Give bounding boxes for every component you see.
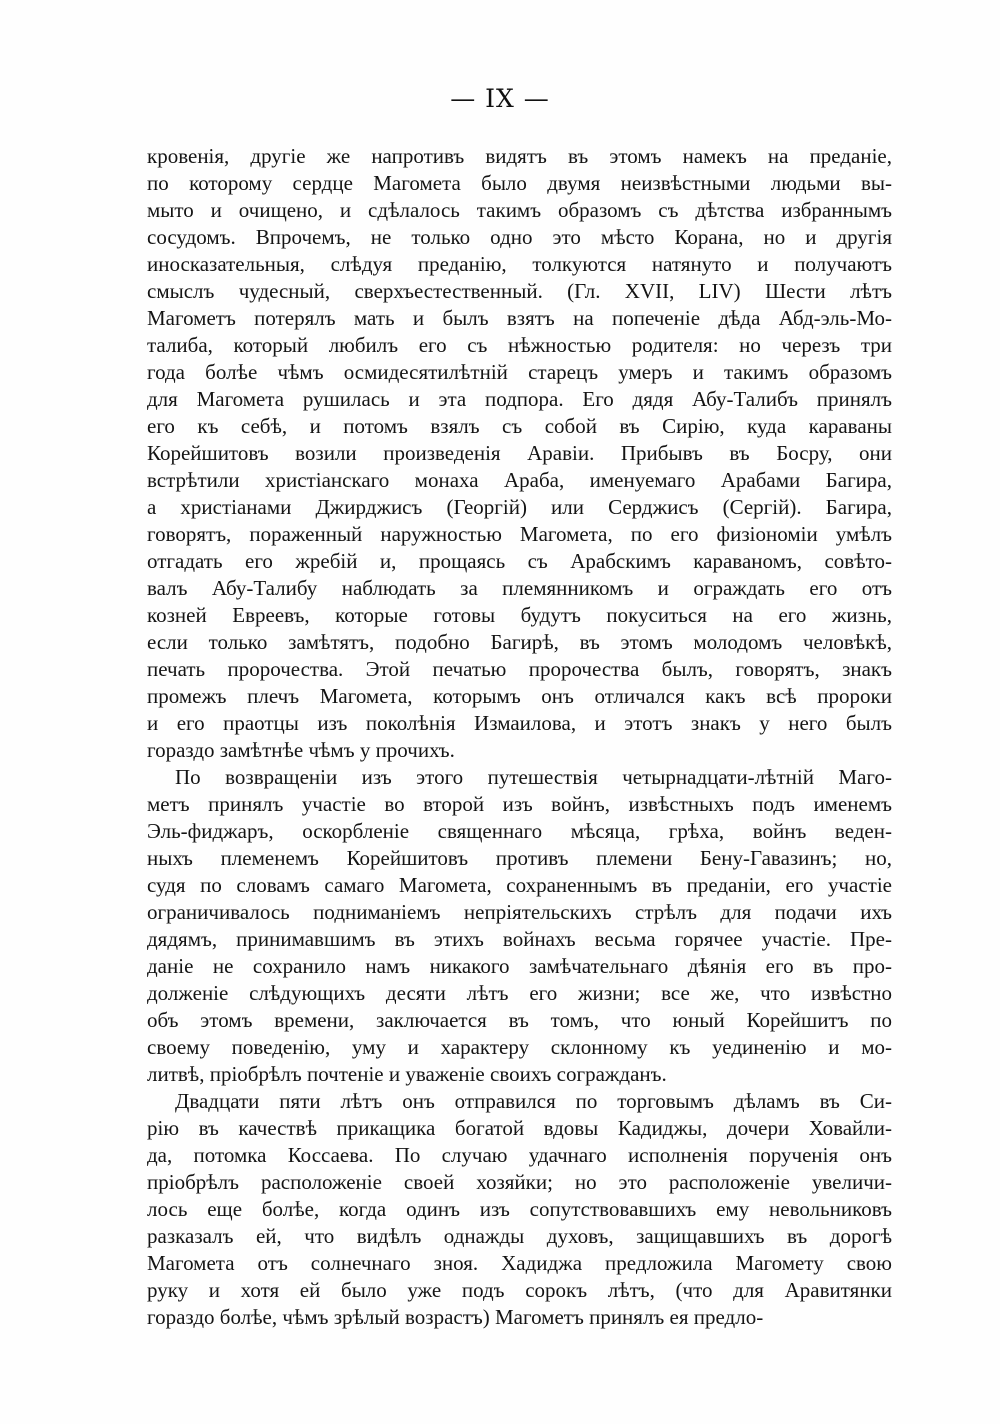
text-line: По возвращеніи изъ этого путешествія четырнадцати-лѣтній Маго- xyxy=(175,765,892,789)
text-line: для Магомета рушилась и эта подпора. Его дядя Абу-Талибъ принялъ xyxy=(147,387,892,411)
text-line: гораздо болѣе, чѣмъ зрѣлый возрастъ) Магометъ принялъ ея предло- xyxy=(147,1305,764,1329)
text-line: дядямъ, принимавшимъ въ этихъ войнахъ весьма горячее участіе. Пре- xyxy=(147,927,892,951)
text-line: талиба, который любилъ его съ нѣжностью родителя: но черезъ три xyxy=(147,333,892,357)
text-line: пріобрѣлъ расположеніе своей хозяйки; но это расположеніе увеличи- xyxy=(147,1170,892,1194)
text-line: своему поведенію, уму и характеру склонному къ уединенію и мо- xyxy=(147,1035,892,1059)
text-line: рію въ качествѣ прикащика богатой вдовы Кадиджы, дочери Ховайли- xyxy=(147,1116,892,1140)
text-line: а христіанами Джирджисъ (Георгій) или Серджисъ (Сергій). Багира, xyxy=(147,495,892,519)
text-line: ныхъ племенемъ Корейшитовъ противъ племени Бену-Гавазинъ; но, xyxy=(147,846,892,870)
text-line: литвѣ, пріобрѣлъ почтеніе и уваженіе своихъ согражданъ. xyxy=(147,1062,667,1086)
text-line: отгадать его жребій и, прощаясь съ Арабскимъ караваномъ, совѣто- xyxy=(147,549,892,573)
text-line: лось еще болѣе, когда одинъ изъ сопутствовавшихъ ему невольниковъ xyxy=(147,1197,892,1221)
text-line: руку и хотя ей было уже подъ сорокъ лѣтъ, (что для Аравитянки xyxy=(147,1278,892,1302)
text-line: печать пророчества. Этой печатью пророчества былъ, говорятъ, знакъ xyxy=(147,657,892,681)
text-line: ограничивалось подниманіемъ непріятельскихъ стрѣлъ для подачи ихъ xyxy=(147,900,892,924)
text-line: даніе не сохранило намъ никакого замѣчательнаго дѣянія его въ про- xyxy=(147,954,892,978)
text-line: кровенія, другіе же напротивъ видятъ въ этомъ намекъ на преданіе, xyxy=(147,144,892,168)
text-line: гораздо замѣтнѣе чѣмъ у прочихъ. xyxy=(147,738,455,762)
text-line: валъ Абу-Талибу наблюдать за племянникомъ и ограждать его отъ xyxy=(147,576,892,600)
text-line: встрѣтили христіанскаго монаха Араба, именуемаго Арабами Багира, xyxy=(147,468,892,492)
text-line: Корейшитовъ возили произведенія Аравіи. Прибывъ въ Босру, они xyxy=(147,441,892,465)
text-line: да, потомка Коссаева. По случаю удачнаго исполненія порученія онъ xyxy=(147,1143,892,1167)
text-line: Магомета отъ солнечнаго зноя. Хадиджа предложила Магомету свою xyxy=(147,1251,892,1275)
paragraph xyxy=(147,764,892,1088)
text-line: козней Евреевъ, которые готовы будутъ покуситься на его жизнь, xyxy=(147,603,892,627)
text-line: судя по словамъ самаго Магомета, сохраненнымъ въ преданіи, его участіе xyxy=(147,873,892,897)
text-line: объ этомъ времени, заключается въ томъ, что юный Корейшитъ по xyxy=(147,1008,892,1032)
text-line: сосудомъ. Впрочемъ, не только одно это мѣсто Корана, но и другія xyxy=(147,225,892,249)
text-line: если только замѣтятъ, подобно Багирѣ, въ этомъ молодомъ человѣкѣ, xyxy=(147,630,892,654)
text-line: Двадцати пяти лѣтъ онъ отправился по торговымъ дѣламъ въ Си- xyxy=(175,1089,892,1113)
paragraph xyxy=(147,1088,892,1331)
paragraph xyxy=(147,143,892,764)
text-line: смыслъ чудесный, сверхъестественный. (Гл. XVII, LIV) Шести лѣтъ xyxy=(147,279,892,303)
text-line: Эль-фиджаръ, оскорбленіе священнаго мѣсяца, грѣха, войнъ веден- xyxy=(147,819,892,843)
text-block xyxy=(147,143,892,1331)
text-line: говорятъ, пораженный наружностью Магомета, по его физіономіи умѣлъ xyxy=(147,522,892,546)
running-head: — IX — xyxy=(450,84,550,113)
text-line: мыто и очищено, и сдѣлалось такимъ образомъ съ дѣтства избраннымъ xyxy=(147,198,892,222)
text-line: промежъ плечъ Магомета, которымъ онъ отличался какъ всѣ пророки xyxy=(147,684,892,708)
text-line: метъ принялъ участіе во второй изъ войнъ, извѣстныхъ подъ именемъ xyxy=(147,792,892,816)
text-line: по которому сердце Магомета было двумя неизвѣстными людьми вы- xyxy=(147,171,892,195)
text-line: года болѣе чѣмъ осмидесятилѣтній старецъ умеръ и такимъ образомъ xyxy=(147,360,892,384)
text-line: долженіе слѣдующихъ десяти лѣтъ его жизни; все же, что извѣстно xyxy=(147,981,892,1005)
text-line: его къ себѣ, и потомъ взялъ съ собой въ Сирію, куда караваны xyxy=(147,414,892,438)
text-line: разказалъ ей, что видѣлъ однажды духовъ, защищавшихъ въ дорогѣ xyxy=(147,1224,892,1248)
text-line: иносказательныя, слѣдуя преданію, толкуются натянуто и получаютъ xyxy=(147,252,892,276)
text-line: Магометъ потерялъ мать и былъ взятъ на попеченіе дѣда Абд-эль-Мо- xyxy=(147,306,892,330)
text-line: и его праотцы изъ поколѣнія Измаилова, и этотъ знакъ у него былъ xyxy=(147,711,892,735)
